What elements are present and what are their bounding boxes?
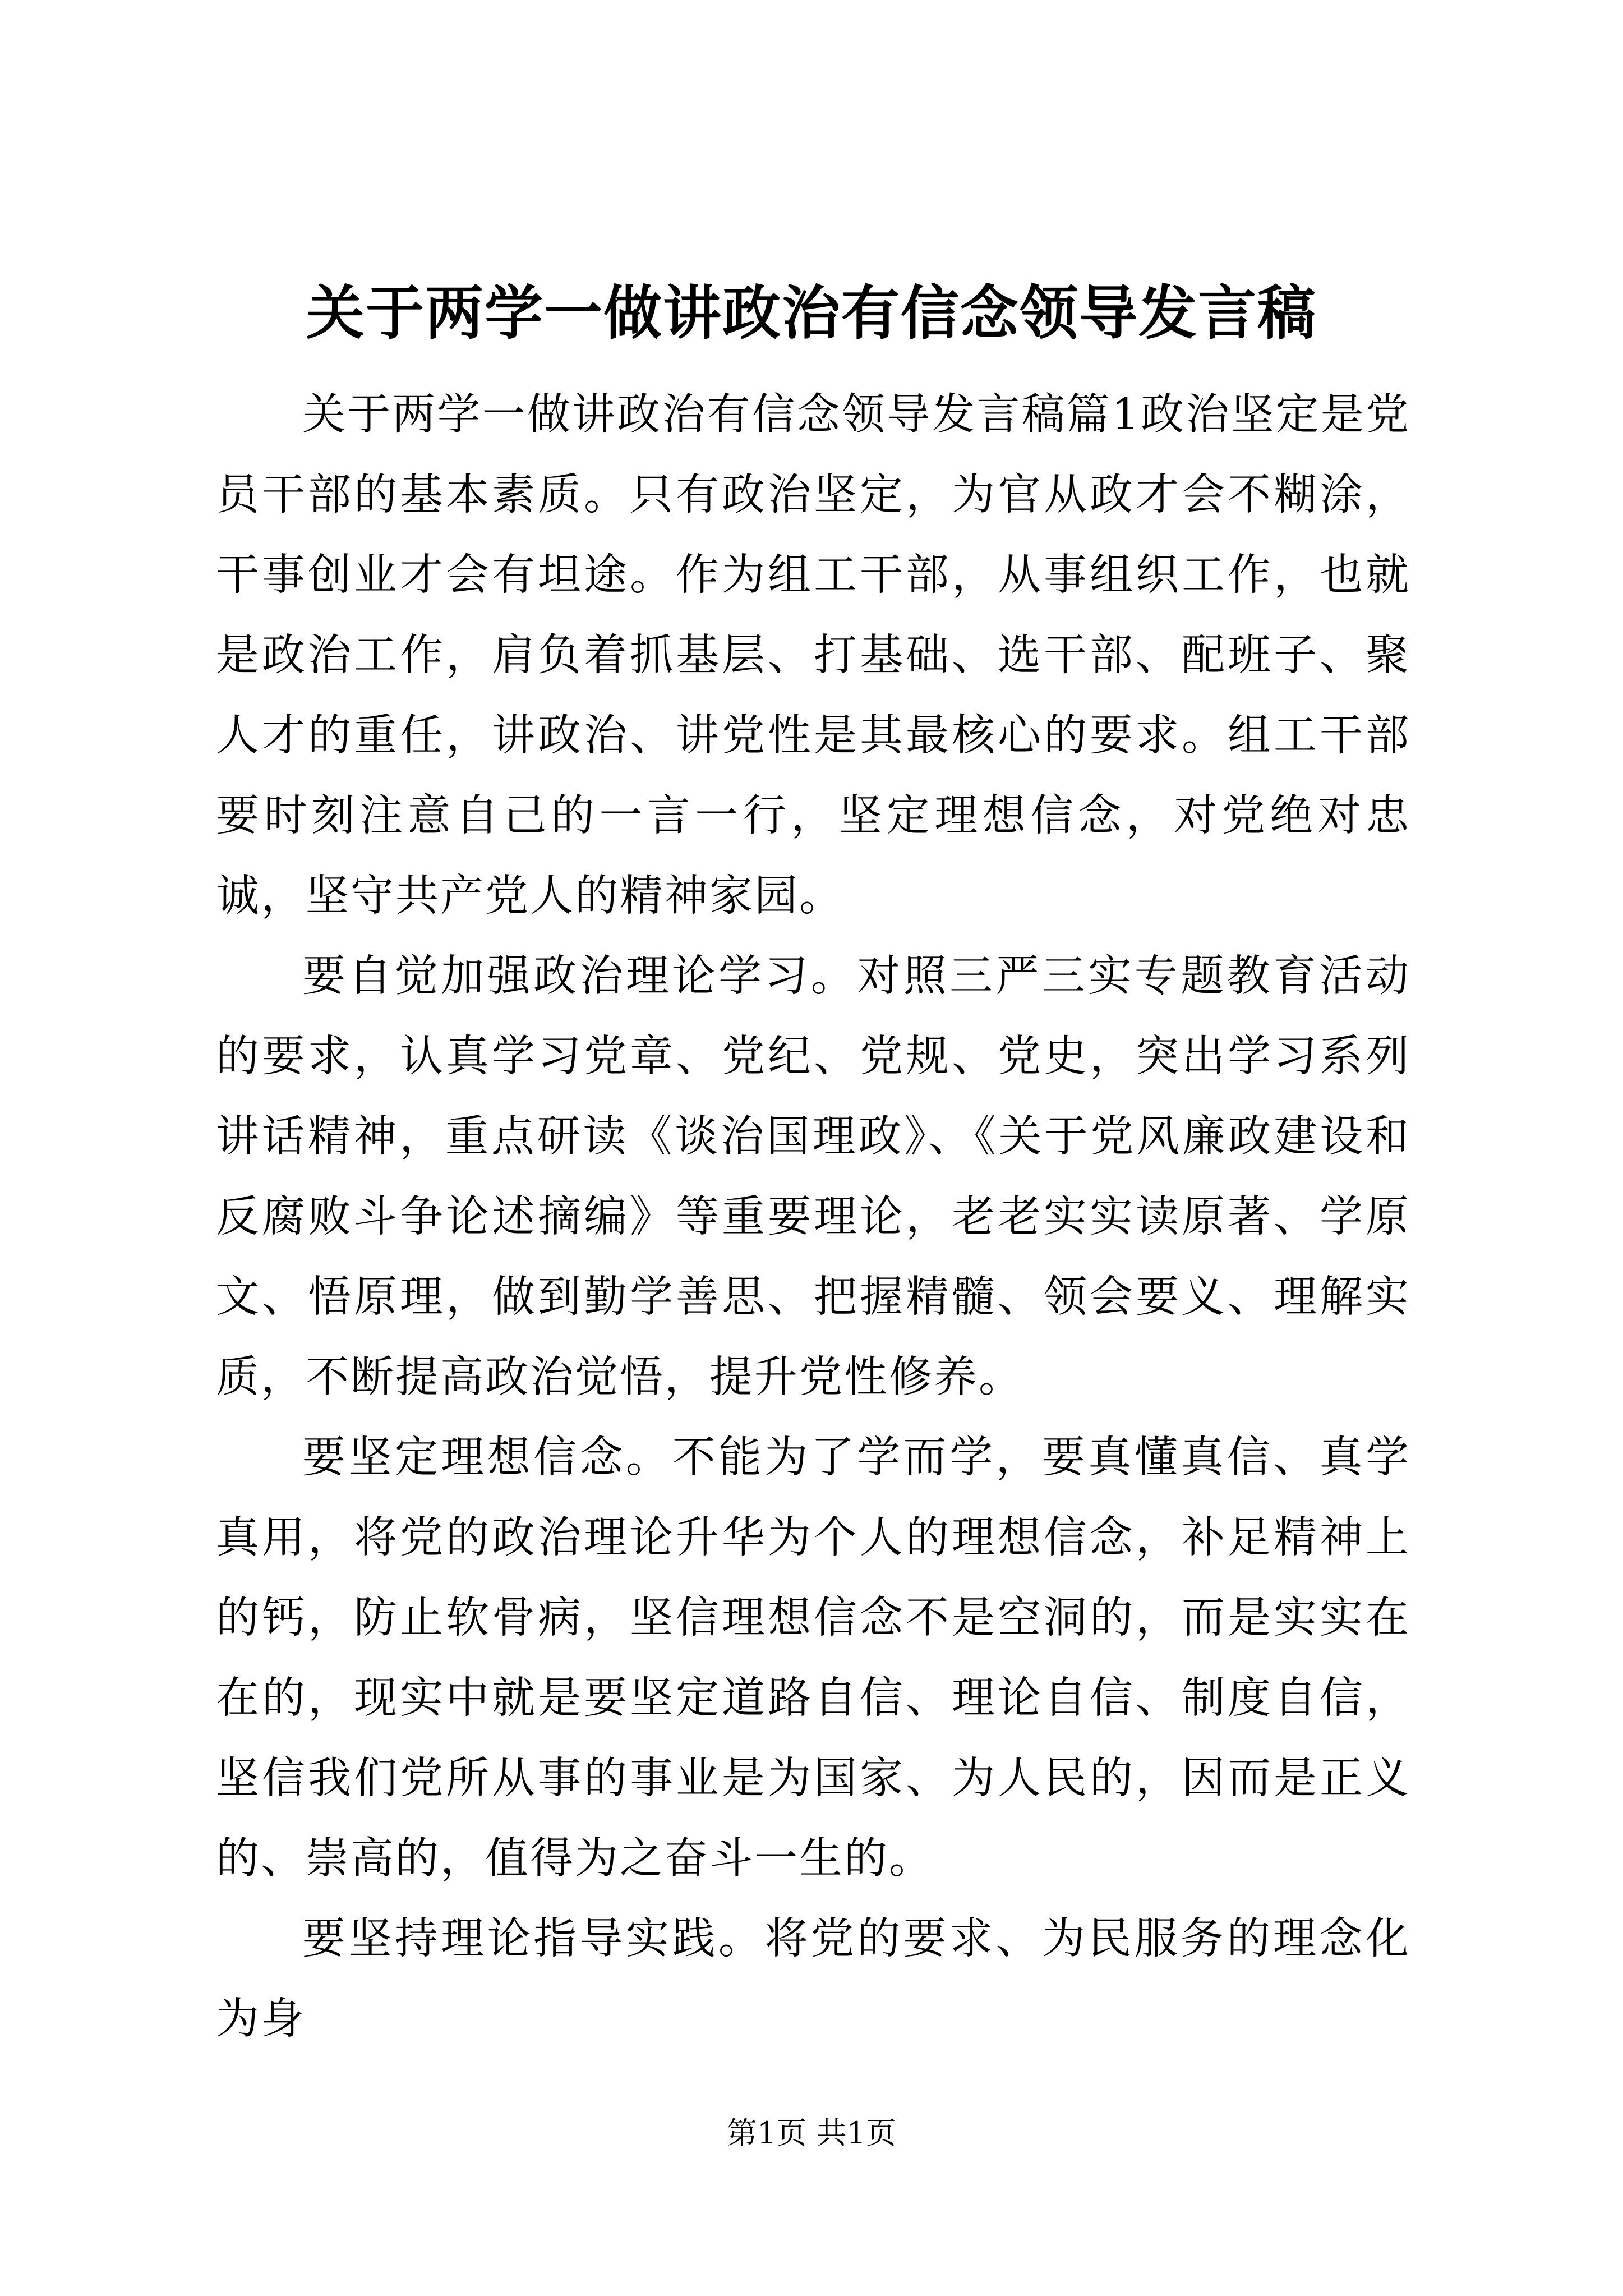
paragraph-3: 要坚定理想信念。不能为了学而学，要真懂真信、真学真用，将党的政治理论升华为个人的理想信念，补足精神上的钙，防止软骨病，坚信理想信念不是空洞的，而是实实在在的，现实中就是要坚定道路自信、理论自信、制度自信，坚信我们党所从事的事业是为国家、为人民的，因而是正义的、崇高的，值得为之奋斗一生的。	[216, 1433, 1410, 1884]
document-title: 关于两学一做讲政治有信念领导发言稿	[306, 278, 1317, 347]
paragraph-4: 要坚持理论指导实践。将党的要求、为民服务的理念化为身	[216, 1914, 1410, 2044]
page-number-footer: 第1页 共1页	[727, 2115, 896, 2151]
paragraph-2: 要自觉加强政治理论学习。对照三严三实专题教育活动的要求，认真学习党章、党纪、党规、党史，突出学习系列讲话精神，重点研读《谈治国理政》、《关于党风廉政建设和反腐败斗争论述摘编》等重要理论，老老实实读原著、学原文、悟原理，做到勤学善思、把握精髓、领会要义、理解实质，不断提高政治觉悟，提升党性修养。	[216, 951, 1410, 1402]
document-body	[216, 375, 1410, 2059]
paragraph-1: 关于两学一做讲政治有信念领导发言稿篇1政治坚定是党员干部的基本素质。只有政治坚定，为官从政才会不糊涂，干事创业才会有坦途。作为组工干部，从事组织工作，也就是政治工作，肩负着抓基层、打基础、选干部、配班子、聚人才的重任，讲政治、讲党性是其最核心的要求。组工干部要时刻注意自己的一言一行，坚定理想信念，对党绝对忠诚，坚守共产党人的精神家园。	[216, 390, 1410, 921]
